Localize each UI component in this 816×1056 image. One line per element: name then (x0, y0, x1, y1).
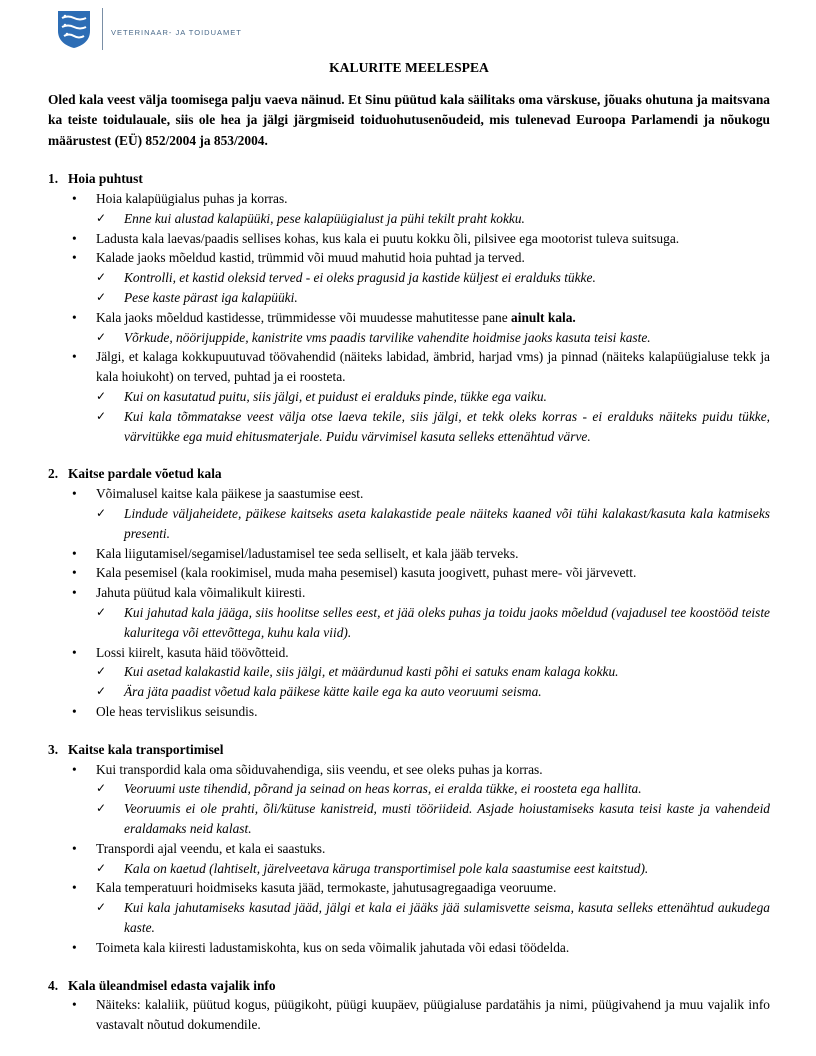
section-4 (48, 976, 770, 1035)
checkmark-icon: ✓ (96, 389, 107, 404)
checkmark-icon: ✓ (96, 801, 107, 816)
item-text: Toimeta kala kiiresti ladustamiskohta, kus on seda võimalik jahutada või edasi töödelda. (96, 939, 570, 955)
check-item (96, 662, 770, 682)
check-text: Kontrolli, et kastid oleksid terved - ei oleks pragusid ja kastide küljest ei eralduks tükke. (124, 270, 596, 286)
bullet-list (48, 995, 770, 1035)
section-number: 3. (48, 741, 59, 757)
item-text: Kala jaoks mõeldud kastidesse, trümmidesse või muudesse mahutitesse pane (96, 309, 512, 325)
section-number: 1. (48, 171, 59, 187)
check-text: Ära jäta paadist võetud kala päikese kätte kaile ega ka auto veoruumi seisma. (124, 684, 542, 700)
check-item (96, 603, 770, 643)
check-item (96, 387, 770, 407)
check-text: Kui asetad kalakastid kaile, siis jälgi, et määrdunud kasti põhi ei satuks enam kalaga kokku. (124, 664, 619, 680)
list-item (70, 643, 770, 702)
section-1 (48, 169, 770, 446)
checkmark-icon: ✓ (96, 408, 107, 423)
item-text: Kala liigutamisel/segamisel/ladustamisel tee seda selliselt, et kala jääb terveks. (96, 545, 519, 561)
section-title: Hoia puhtust (68, 171, 143, 187)
item-emphasis: ainult kala. (511, 309, 576, 325)
list-item (70, 938, 770, 958)
check-text: Veoruumi uste tihendid, põrand ja seinad on heas korras, ei eralda tükke, ei roosteta ega hallita. (124, 781, 642, 797)
list-item (70, 308, 770, 348)
section-number: 4. (48, 977, 59, 993)
check-text: Võrkude, nöörijuppide, kanistrite vms paadis tarvilike vahendite hoidmise jaoks kasuta teisi kaste. (124, 329, 651, 345)
check-text: Enne kui alustad kalapüüki, pese kalapüügialust ja pühi tekilt praht kokku. (124, 210, 525, 226)
check-list (96, 504, 770, 544)
item-text: Ole heas tervislikus seisundis. (96, 704, 258, 720)
section-title: Kaitse kala transportimisel (68, 741, 224, 757)
check-text: Kui jahutad kala jääga, siis hoolitse selles eest, et jää oleks puhas ja toidu jaoks mõeldud (vajadusel tee koostööd teiste kaluritega või ettevõttega, kuhu kala viid). (124, 605, 770, 640)
document-title: KALURITE MEELESPEA (329, 60, 489, 75)
check-item (96, 328, 770, 348)
section-heading (48, 464, 770, 484)
check-list (96, 779, 770, 838)
list-item (70, 563, 770, 583)
intro-paragraph: Oled kala veest välja toomisega palju vaeva näinud. Et Sinu püütud kala säilitaks oma värskuse, jõuaks ohutuna ja maitsvana ka teiste toidulauale, siis ole hea ja jälgi järgmiseid toiduohutusenõudeid, mis tulenevad Euroopa Parlamendi ja nõukogu määrustest (EÜ) 852/2004 ja 853/2004. (48, 91, 770, 148)
item-text: Kala pesemisel (kala rookimisel, muda maha pesemisel) kasuta joogivett, puhast mere- või järvevett. (96, 565, 637, 581)
check-text: Kui kala tõmmatakse veest välja otse laeva tekile, siis jälgi, et tekk oleks korras - ei eralduks näiteks puidu tükke, värvitükke ega muid ehitusmaterjale. Puidu värvimisel kasuta selleks ettenähtud värve. (124, 408, 770, 444)
item-text: Jälgi, et kalaga kokkupuutuvad töövahendid (näiteks labidad, ämbrid, harjad vms) ja pinnad (näiteks kalapüügialuse tekk ja kala hoiukoht) on terved, puhtad ja ei roosteta. (96, 349, 770, 385)
check-item (96, 779, 770, 799)
checkmark-icon: ✓ (96, 664, 107, 679)
checkmark-icon: ✓ (96, 270, 107, 285)
item-text: Kui transpordid kala oma sõiduvahendiga, siis veendu, et see oleks puhas ja korras. (96, 761, 543, 777)
item-text: Jahuta püütud kala võimalikult kiiresti. (96, 585, 306, 601)
checkmark-icon: ✓ (96, 900, 107, 915)
estonian-coat-of-arms-icon (56, 9, 92, 49)
check-text: Veoruumis ei ole prahti, õli/kütuse kanistreid, musti tööriideid. Asjade hoiustamiseks kasuta teisi kaste ja vahendeid eraldamaks neid kalast. (124, 801, 770, 836)
item-text: Ladusta kala laevas/paadis sellises kohas, kus kala ei puutu kokku õli, pilsivee ega mootorist tuleva suitsuga. (96, 230, 680, 246)
list-item (70, 248, 770, 307)
bullet-list (48, 189, 770, 446)
header-divider (102, 8, 103, 50)
check-list (96, 328, 770, 348)
section-heading (48, 169, 770, 189)
sections-container (48, 169, 770, 1035)
list-item (70, 189, 770, 229)
section-2 (48, 464, 770, 721)
checkmark-icon: ✓ (96, 506, 107, 521)
checkmark-icon: ✓ (96, 781, 107, 796)
item-text: Lossi kiirelt, kasuta häid töövõtteid. (96, 644, 289, 660)
check-text: Kui kala jahutamiseks kasutad jääd, jälgi et kala ei jääks jää sulamisvette seisma, kasuta selleks ettenähtud aukudega kaste. (124, 900, 770, 935)
checkmark-icon: ✓ (96, 290, 107, 305)
list-item (70, 229, 770, 249)
checkmark-icon: ✓ (96, 860, 107, 875)
list-item (70, 995, 770, 1035)
item-text: Näiteks: kalaliik, püütud kogus, püügikoht, püügi kuupäev, püügialuse pardatähis ja nimi, püügivahend ja muu vajalik info vastavalt nõutud dokumendile. (96, 997, 770, 1033)
list-item (70, 484, 770, 543)
check-item (96, 209, 770, 229)
section-title: Kala üleandmisel edasta vajalik info (68, 977, 276, 993)
section-heading (48, 976, 770, 996)
check-list (96, 859, 770, 879)
section-title: Kaitse pardale võetud kala (68, 466, 222, 482)
check-item (96, 288, 770, 308)
section-3 (48, 740, 770, 958)
list-item (70, 878, 770, 937)
check-text: Kala on kaetud (lahtiselt, järelveetava käruga transportimisel pole kala saastumise eest kaitstud). (124, 860, 649, 876)
check-text: Kui on kasutatud puitu, siis jälgi, et puidust ei eralduks pinde, tükke ega vaiku. (124, 389, 547, 405)
check-list (96, 603, 770, 643)
item-text: Transpordi ajal veendu, et kala ei saastuks. (96, 840, 326, 856)
org-name: VETERINAAR- JA TOIDUAMET (111, 28, 242, 38)
section-number: 2. (48, 466, 59, 482)
item-text: Kala temperatuuri hoidmiseks kasuta jääd, termokaste, jahutusagregaadiga veoruume. (96, 880, 557, 896)
checkmark-icon: ✓ (96, 210, 107, 225)
checkmark-icon: ✓ (96, 605, 107, 620)
check-item (96, 898, 770, 938)
item-text: Kalade jaoks mõeldud kastid, trümmid või muud mahutid hoia puhtad ja terved. (96, 250, 525, 266)
check-item (96, 799, 770, 839)
check-text: Lindude väljaheidete, päikese kaitseks aseta kalakastide peale näiteks kaaned või tühi kalakast/kasuta kala katmiseks presenti. (124, 506, 770, 541)
list-item (70, 347, 770, 446)
bullet-list (48, 760, 770, 958)
check-list (96, 209, 770, 229)
check-item (96, 268, 770, 288)
section-heading (48, 740, 770, 760)
check-item (96, 407, 770, 447)
check-item (96, 504, 770, 544)
check-list (96, 387, 770, 446)
list-item (70, 583, 770, 642)
checkmark-icon: ✓ (96, 329, 107, 344)
list-item (70, 702, 770, 722)
check-list (96, 662, 770, 702)
bullet-list (48, 484, 770, 722)
check-item (96, 682, 770, 702)
item-text: Võimalusel kaitse kala päikese ja saastumise eest. (96, 486, 364, 502)
item-text: Hoia kalapüügialus puhas ja korras. (96, 191, 288, 207)
check-text: Pese kaste pärast iga kalapüüki. (124, 290, 298, 306)
check-list (96, 898, 770, 938)
check-list (96, 268, 770, 308)
check-item (96, 859, 770, 879)
document-header (56, 6, 242, 52)
list-item (70, 760, 770, 839)
list-item (70, 544, 770, 564)
list-item (70, 839, 770, 879)
checkmark-icon: ✓ (96, 684, 107, 699)
document-body (48, 58, 770, 1053)
